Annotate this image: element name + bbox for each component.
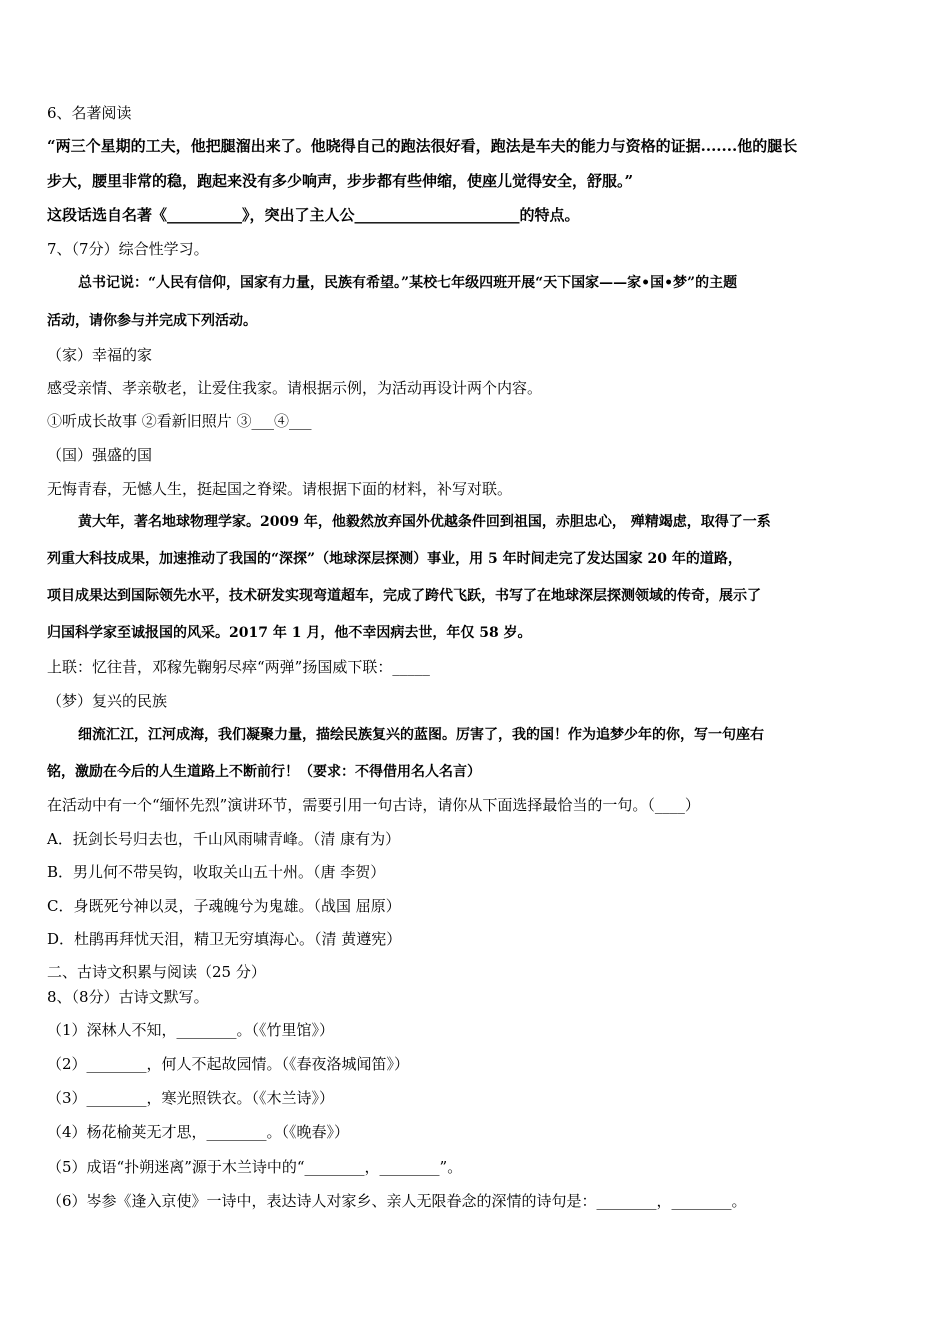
q7-material-line4: 归国科学家至诚报国的风采。2017 年 1 月，他不幸因病去世，年仅 58 岁。 <box>47 625 532 641</box>
section2-title: 二、古诗文积累与阅读（25 分） <box>47 963 266 981</box>
q7-dream-title: （梦）复兴的民族 <box>47 692 168 710</box>
q7-option-a: A．抚剑长号归去也，千山风雨啸青峰。（清 康有为） <box>47 830 401 848</box>
q6-quote-line1: “两三个星期的工夫，他把腿溜出来了。他晓得自己的跑法很好看，跑法是车夫的能力与资格的证据.......他的腿长 <box>47 137 798 155</box>
q8-item-6: （6）岑参《逢入京使》一诗中，表达诗人对家乡、亲人无限眷念的深情的诗句是：________，________。 <box>47 1192 747 1210</box>
q7-option-c: C．身既死兮神以灵，子魂魄兮为鬼雄。（战国 屈原） <box>47 897 401 915</box>
q8-item-3: （3）________，寒光照铁衣。（《木兰诗》） <box>47 1089 335 1107</box>
q7-speech: 在活动中有一个“缅怀先烈”演讲环节，需要引用一句古诗，请你从下面选择最恰当的一句。（____） <box>47 796 700 814</box>
q6-title: 6、名著阅读 <box>47 104 132 122</box>
q7-country-text: 无悔青春，无憾人生，挺起国之脊梁。请根据下面的材料，补写对联。 <box>47 480 513 498</box>
q7-couplet: 上联：忆往昔，邓稼先鞠躬尽瘁“两弹”扬国威下联：_____ <box>47 658 430 676</box>
q7-dream-line1: 细流汇江，江河成海，我们凝聚力量，描绘民族复兴的蓝图。厉害了，我的国！作为追梦少年的你，写一句座右 <box>78 727 764 743</box>
q7-country-title: （国）强盛的国 <box>47 446 153 464</box>
q8-item-4: （4）杨花榆荚无才思，________。（《晚春》） <box>47 1123 350 1141</box>
q8-item-2: （2）________，何人不起故园情。（《春夜洛城闻笛》） <box>47 1055 410 1073</box>
q7-option-d: D．杜鹃再拜忧天泪，精卫无穷填海心。（清 黄遵宪） <box>47 930 402 948</box>
q6-quote-line2: 步大，腰里非常的稳，跑起来没有多少响声，步步都有些伸缩，使座儿觉得安全，舒服。” <box>47 172 634 190</box>
q7-material-line1: 黄大年，著名地球物理学家。2009 年，他毅然放弃国外优越条件回到祖国，赤胆忠心， 殚精竭虑，取得了一系 <box>78 514 771 530</box>
q7-intro-line1: 总书记说：“人民有信仰，国家有力量，民族有希望。”某校七年级四班开展“天下国家——家•国•梦”的主题 <box>78 275 738 291</box>
q7-material-line2: 列重大科技成果，加速推动了我国的“深探”（地球深层探测）事业，用 5 年时间走完了发达国家 20 年的道路， <box>47 551 742 567</box>
q7-option-b: B．男儿何不带吴钩，收取关山五十州。（唐 李贺） <box>47 863 386 881</box>
q8-item-5: （5）成语“扑朔迷离”源于木兰诗中的“________，________”。 <box>47 1158 463 1176</box>
q6-question: 这段话选自名著《__________》，突出了主人公______________________的特点。 <box>47 206 580 224</box>
q7-intro-line2: 活动，请你参与并完成下列活动。 <box>47 313 257 329</box>
q7-dream-line2: 铭，激励在今后的人生道路上不断前行！（要求：不得借用名人名言） <box>47 764 481 780</box>
q7-home-text: 感受亲情、孝亲敬老，让爱住我家。请根据示例，为活动再设计两个内容。 <box>47 379 543 397</box>
q7-title: 7、（7分）综合性学习。 <box>47 240 209 258</box>
q7-home-items: ①听成长故事 ②看新旧照片 ③___④___ <box>47 412 312 430</box>
q7-home-title: （家）幸福的家 <box>47 346 153 364</box>
q8-title: 8、（8分）古诗文默写。 <box>47 988 209 1006</box>
q8-item-1: （1）深林人不知，________。（《竹里馆》） <box>47 1021 335 1039</box>
q7-material-line3: 项目成果达到国际领先水平，技术研发实现弯道超车，完成了跨代飞跃，书写了在地球深层探测领域的传奇，展示了 <box>47 588 761 604</box>
